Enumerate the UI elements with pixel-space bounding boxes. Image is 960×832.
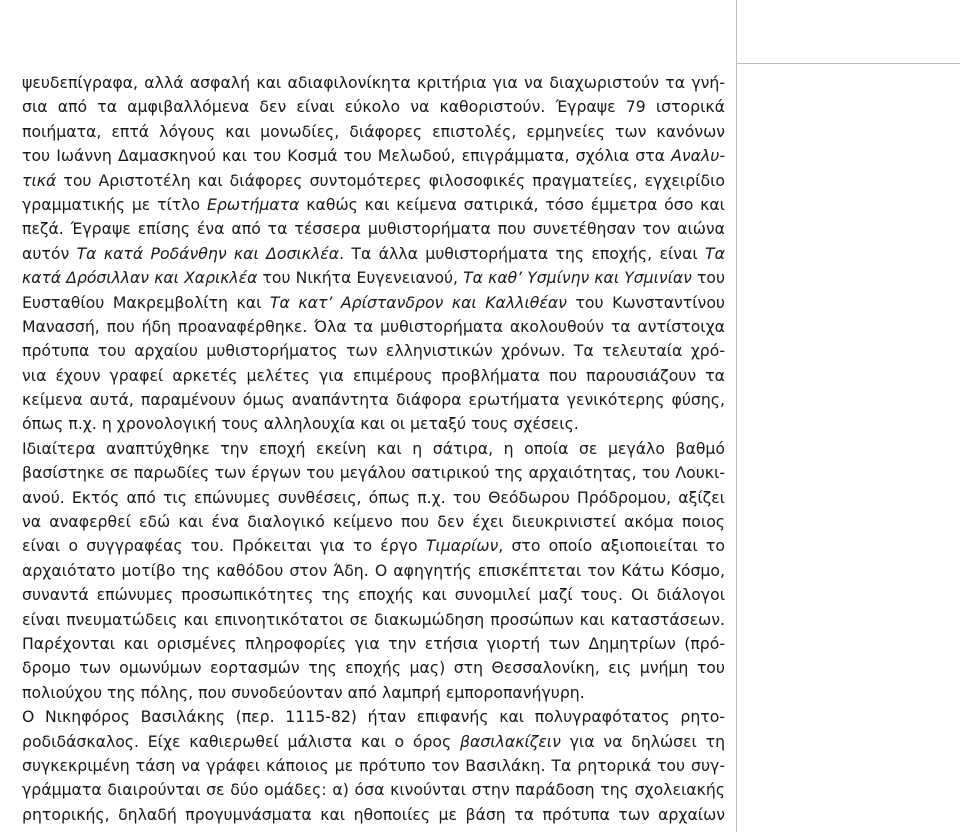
text-line bbox=[22, 803, 725, 827]
text-run: ποιήματα, επτά λόγους και μονωδίες, διάφορες επιστολές, ερμηνείες των κανόνων bbox=[22, 121, 725, 141]
text-run: ρητορικής, δηλαδή προγυμνάσματα και ηθοποιίες με βάση τα πρότυπα των αρχαίων bbox=[22, 804, 725, 824]
text-run: για να δηλώσει τη bbox=[560, 731, 726, 751]
text-line bbox=[22, 461, 725, 485]
text-run: ροδιδάσκαλος. Είχε καθιερωθεί μάλιστα και ο όρος bbox=[22, 731, 460, 751]
italic-title: βασιλακίζειν bbox=[460, 731, 561, 751]
text-line bbox=[22, 705, 725, 729]
text-run: του Ιωάννη Δαμασκηνού και του Κοσμά του Μελωδού, επιγράμματα, σχόλια στα bbox=[22, 146, 672, 166]
italic-title: Τα κατ’ Αρίστανδρον και Καλλιθέαν bbox=[269, 292, 567, 312]
text-line bbox=[22, 534, 725, 558]
text-line bbox=[22, 193, 725, 217]
italic-title: κατά Δρόσιλλαν και Χαρικλέα bbox=[22, 269, 258, 288]
text-line bbox=[22, 608, 725, 632]
text-line bbox=[22, 730, 725, 754]
italic-title: Τιμαρίων bbox=[425, 536, 499, 556]
text-line bbox=[22, 242, 725, 266]
margin-guide-vertical bbox=[736, 0, 737, 832]
text-line bbox=[22, 412, 725, 436]
paragraph bbox=[22, 71, 725, 437]
text-line bbox=[22, 388, 725, 412]
margin-guide-horizontal bbox=[736, 63, 960, 64]
text-run: δρομο των ομωνύμων εορτασμών της εποχής μας) στη Θεσσαλονίκη, εις μνήμη του bbox=[22, 658, 725, 678]
text-run: βασίστηκε σε παρωδίες των έργων του μεγάλου σατιρικού της αρχαιότητας, του Λουκι- bbox=[22, 463, 725, 483]
text-run: πολιούχου της πόλης, που συνοδεύονταν από λαμπρή εμποροπανήγυρη. bbox=[22, 682, 585, 702]
italic-title: Αναλυ- bbox=[671, 146, 725, 166]
text-run: πρότυπα του αρχαίου μυθιστορήματος των ελληνιστικών χρόνων. Τα τελευταία χρό- bbox=[22, 341, 725, 361]
text-line bbox=[22, 583, 725, 607]
text-line bbox=[22, 144, 725, 168]
text-run: γραμματικής με τίτλο bbox=[22, 194, 207, 214]
text-run: ανού. Εκτός από τις επώνυμες συνθέσεις, όπως π.χ. του Θεόδωρου Πρόδρομου, αξίζει bbox=[22, 487, 725, 507]
text-run: είναι ο συγγραφέας του. Πρόκειται για το έργο bbox=[22, 536, 426, 556]
text-run: είναι πνευματώδεις και επινοητικότατοι σε διακωμώδηση προσώπων και καταστάσεων. bbox=[22, 609, 725, 629]
text-run: του Αριστοτέλη και διάφορες συντομότερες φιλοσοφικές πραγματείες, εγχειρίδιο bbox=[56, 170, 725, 190]
text-run: Παρέχονται και ορισμένες πληροφορίες για την ετήσια γιορτή των Δημητρίων (πρό- bbox=[22, 633, 725, 653]
text-run: Ο Νικηφόρος Βασιλάκης (περ. 1115-82) ήταν επιφανής και πολυγραφότατος ρητο- bbox=[22, 707, 725, 727]
text-line bbox=[22, 291, 725, 315]
text-line bbox=[22, 486, 725, 510]
text-run: αρχαιότατο μοτίβο της καθόδου στον Άδη. Ο αφηγητής επισκέπτεται τον Κάτω Κόσμο, bbox=[22, 560, 725, 580]
document-body bbox=[22, 71, 725, 827]
text-run: . Τα άλλα μυθιστορήματα της εποχής, είναι bbox=[339, 243, 706, 263]
text-line bbox=[22, 120, 725, 144]
text-run: αυτόν bbox=[22, 243, 77, 263]
italic-title: Ερωτήματα bbox=[206, 194, 300, 214]
text-run: πεζά. Έγραψε επίσης ένα από τα τέσσερα μυθιστορήματα που συνετέθησαν τον αιώνα bbox=[22, 219, 725, 239]
text-run: του bbox=[691, 269, 725, 288]
text-run: του Νικήτα Ευγενειανού, bbox=[257, 269, 464, 288]
italic-title: Τα κατά Ροδάνθην και Δοσικλέα bbox=[76, 243, 340, 263]
text-run: κείμενα αυτά, παραμένουν όμως αναπάντητα διάφορα ερωτήματα γενικότερης φύσης, bbox=[22, 390, 725, 410]
text-run: σια από τα αμφιβαλλόμενα δεν είναι εύκολο να καθοριστούν. Έγραψε 79 ιστορικά bbox=[22, 97, 725, 117]
text-run: ψευδεπίγραφα, αλλά ασφαλή και αδιαφιλονίκητα κριτήρια για να διαχωριστούν τα γνή- bbox=[22, 73, 725, 92]
text-line bbox=[22, 315, 725, 339]
text-line bbox=[22, 95, 725, 119]
italic-title: Τα καθ’ Υσμίνην και Υσμινίαν bbox=[463, 269, 692, 288]
text-run: να αναφερθεί εδώ και ένα διαλογικό κείμενο που δεν έχει διευκρινιστεί ακόμα ποιος bbox=[22, 512, 725, 532]
text-line bbox=[22, 510, 725, 534]
text-run: συγκεκριμένη τάση να γράφει κάποιος με πρότυπο τον Βασιλάκη. Τα ρητορικά του συγ- bbox=[22, 755, 725, 775]
text-line bbox=[22, 169, 725, 193]
text-line bbox=[22, 681, 725, 705]
text-line bbox=[22, 632, 725, 656]
text-line bbox=[22, 656, 725, 680]
text-run: συναντά επώνυμες προσωπικότητες της εποχής και συνομιλεί μαζί τους. Οι διάλογοι bbox=[22, 585, 725, 605]
italic-title: τικά bbox=[22, 170, 57, 190]
text-run: Ευσταθίου Μακρεμβολίτη και bbox=[22, 292, 270, 312]
text-run: καθώς και κείμενα σατιρικά, τόσο έμμετρα όσο και bbox=[299, 194, 725, 214]
text-line bbox=[22, 778, 725, 802]
text-line bbox=[22, 364, 725, 388]
paragraph bbox=[22, 705, 725, 827]
text-line bbox=[22, 754, 725, 778]
text-run: Ιδιαίτερα αναπτύχθηκε την εποχή εκείνη και η σάτιρα, η οποία σε μεγάλο βαθμό bbox=[22, 438, 725, 458]
paragraph bbox=[22, 437, 725, 705]
text-run: όπως π.χ. η χρονολογική τους αλληλουχία και οι μεταξύ τους σχέσεις. bbox=[22, 414, 579, 434]
text-line bbox=[22, 217, 725, 241]
text-run: , στο οποίο αξιοποιείται το bbox=[498, 536, 725, 556]
text-run: Μανασσή, που ήδη προαναφέρθηκε. Όλα τα μυθιστορήματα ακολουθούν τα αντίστοιχα bbox=[22, 316, 725, 336]
italic-title: Τα bbox=[705, 243, 725, 263]
text-line bbox=[22, 437, 725, 461]
text-line bbox=[22, 71, 725, 95]
text-line bbox=[22, 266, 725, 290]
text-run: νια έχουν γραφεί αρκετές μελέτες για επιμέρους προβλήματα που παρουσιάζουν τα bbox=[22, 365, 725, 385]
text-run: του Κωνσταντίνου bbox=[566, 292, 725, 312]
text-run: γράμματα διαιρούνται σε δύο ομάδες: α) όσα κινούνται στην παράδοση της σχολειακής bbox=[22, 780, 725, 800]
text-line bbox=[22, 559, 725, 583]
text-line bbox=[22, 339, 725, 363]
